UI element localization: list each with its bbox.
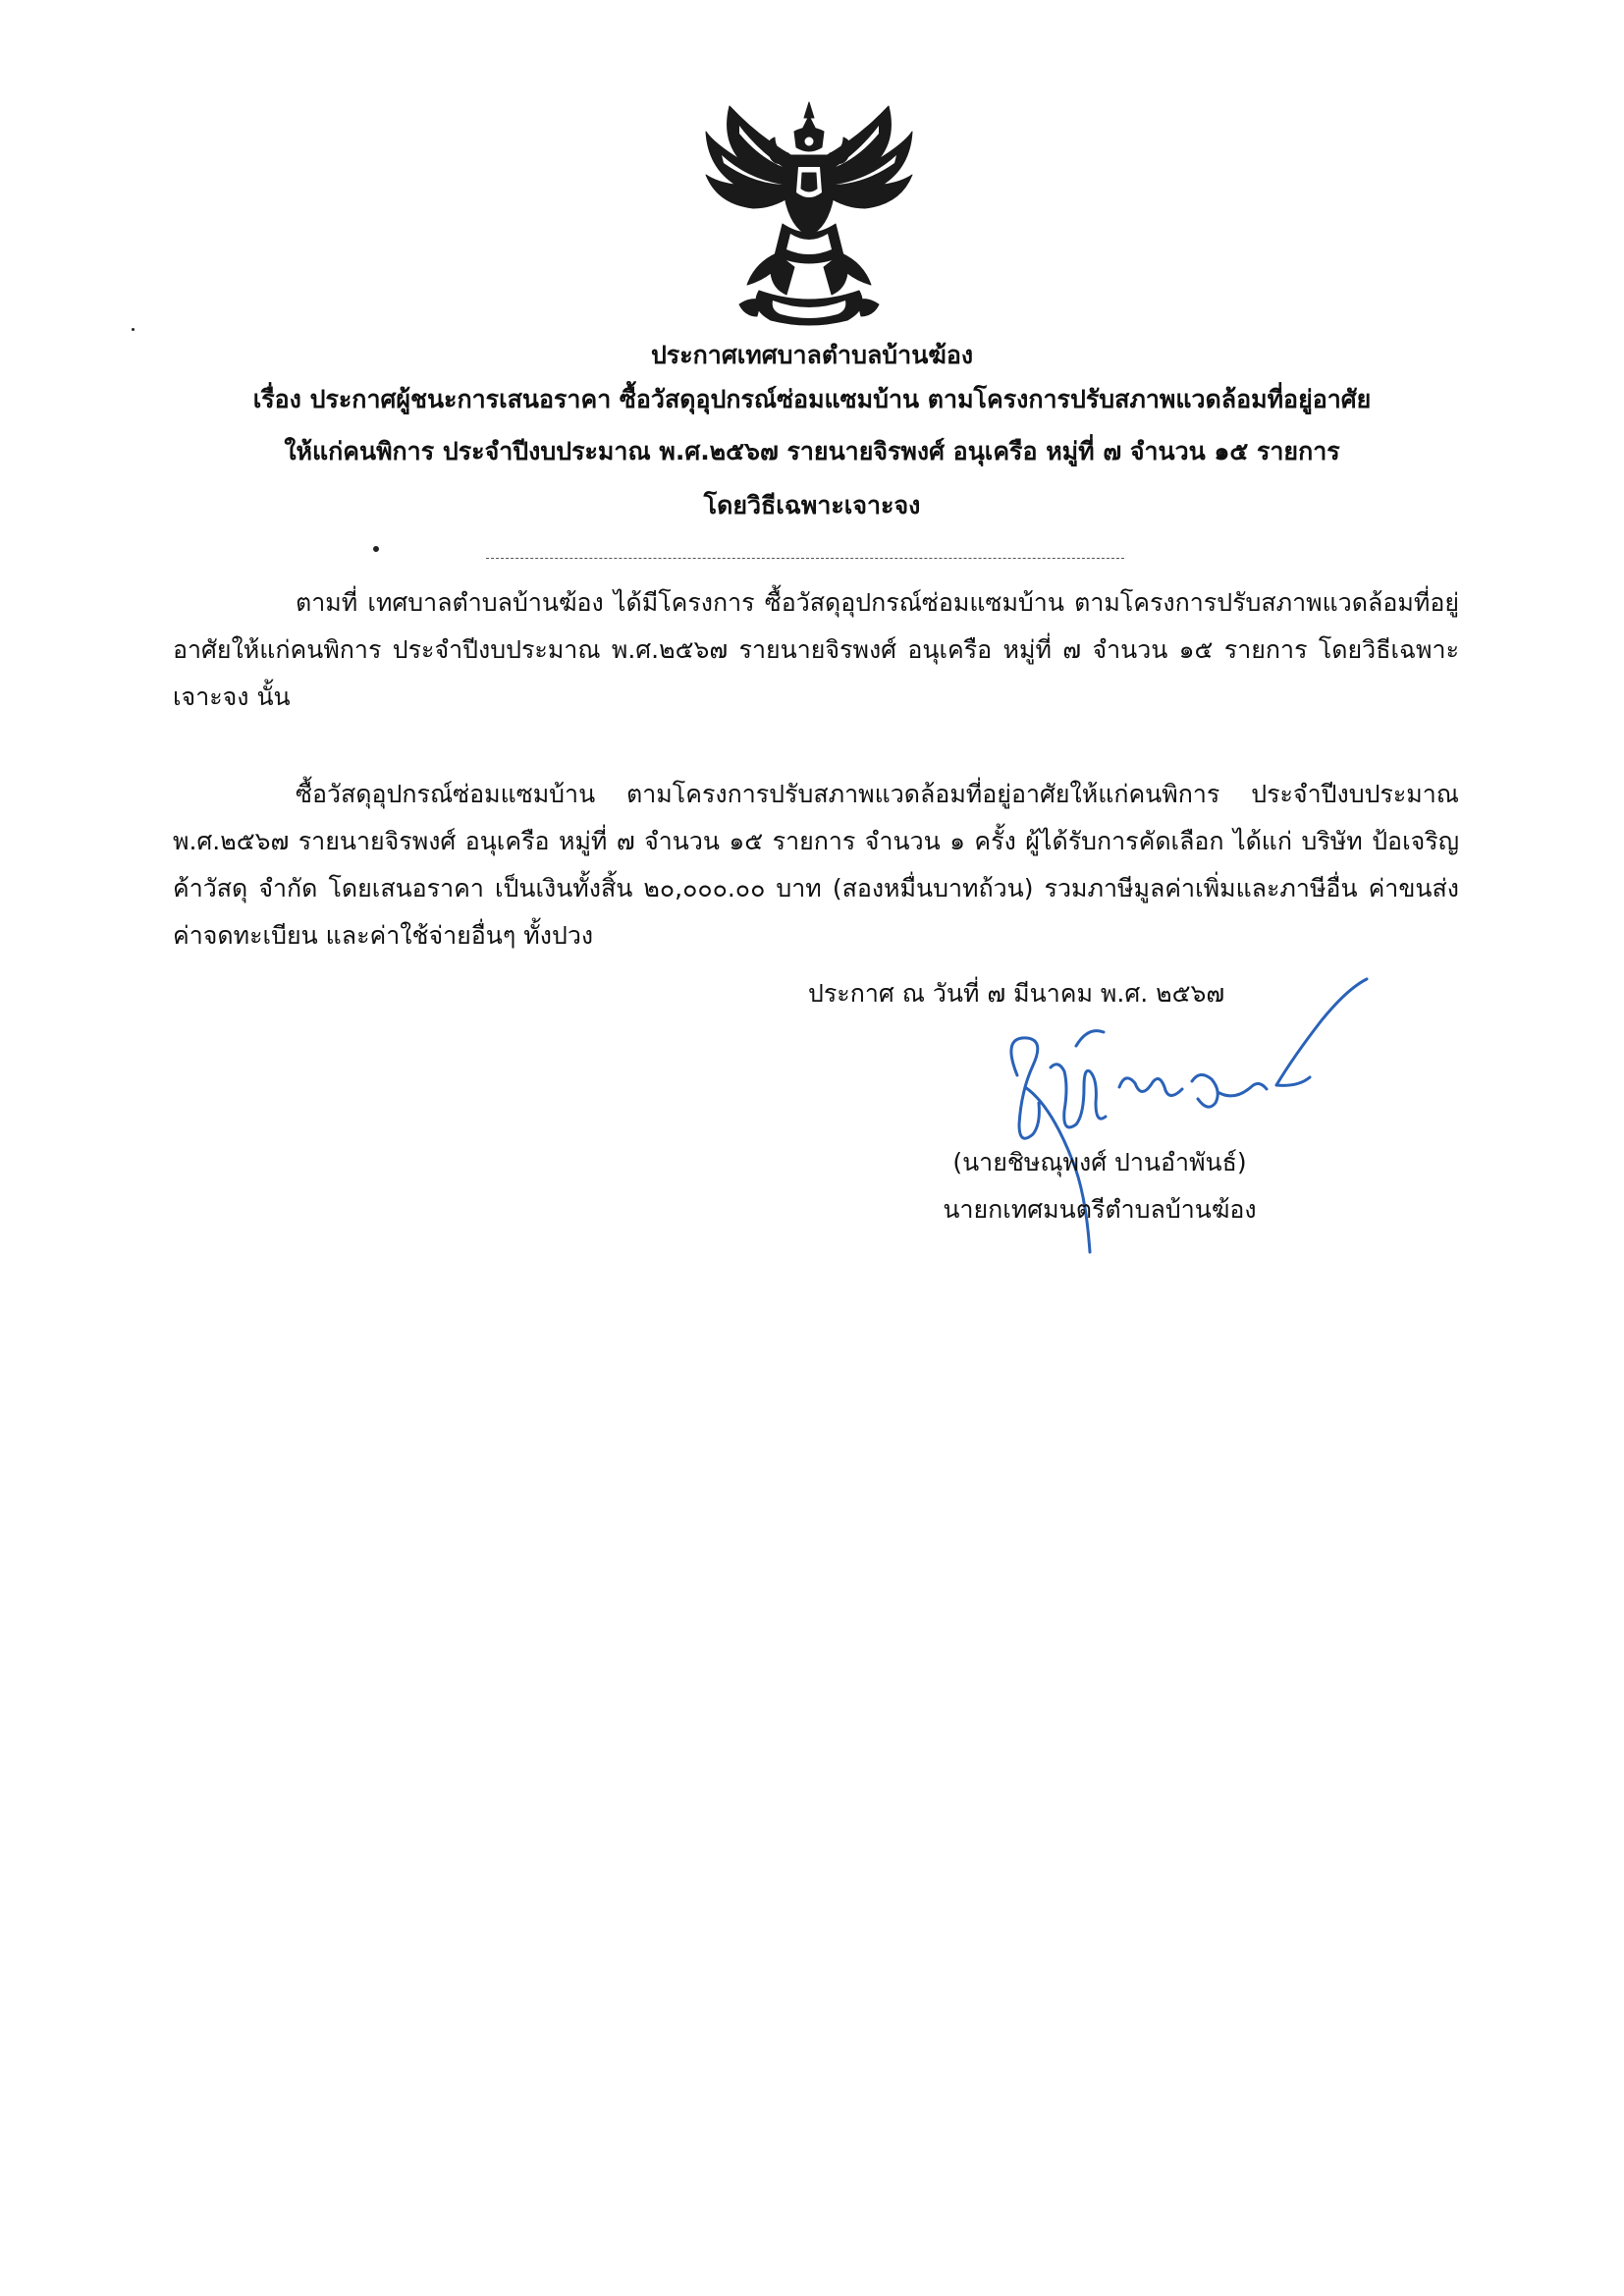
announcement-subject-line3: โดยวิธีเฉพาะเจาะจง: [703, 491, 921, 519]
announcement-date: ประกาศ ณ วันที่ ๗ มีนาคม พ.ศ. ๒๕๖๗: [808, 979, 1225, 1008]
body-paragraph-2: ซื้อวัสดุอุปกรณ์ซ่อมแซมบ้าน ตามโครงการปรับสภาพแวดล้อมที่อยู่อาศัยให้แก่คนพิการ ประจำปีงบประมาณ พ.ศ.๒๕๖๗ รายนายจิรพงศ์ อนุเครือ หมู่ที่ ๗ จำนวน ๑๕ รายการ จำนวน ๑ ครั้ง ผู้ได้รับการคัดเลือก ได้แก่ บริษัท ป้อเจริญค้าวัสดุ จำกัด โดยเสนอราคา เป็นเงินทั้งสิ้น ๒๐,๐๐๐.๐๐ บาท (สองหมื่นบาทถ้วน) รวมภาษีมูลค่าเพิ่มและภาษีอื่น ค่าขนส่ง ค่าจดทะเบียน และค่าใช้จ่ายอื่นๆ ทั้งปวง: [173, 780, 1459, 950]
signer-title: นายกเทศมนตรีตำบลบ้านฆ้อง: [943, 1195, 1257, 1224]
scan-speck: [373, 546, 379, 552]
body-paragraph-1: ตามที่ เทศบาลตำบลบ้านฆ้อง ได้มีโครงการ ซื้อวัสดุอุปกรณ์ซ่อมแซมบ้าน ตามโครงการปรับสภาพแวดล้อมที่อยู่อาศัยให้แก่คนพิการ ประจำปีงบประมาณ พ.ศ.๒๕๖๗ รายนายจิรพงศ์ อนุเครือ หมู่ที่ ๗ จำนวน ๑๕ รายการ โดยวิธีเฉพาะเจาะจง นั้น: [173, 588, 1459, 711]
announcement-subject: เรื่อง ประกาศผู้ชนะการเสนอราคา ซื้อวัสดุอุปกรณ์ซ่อมแซมบ้าน ตามโครงการปรับสภาพแวดล้อมที่อยู่อาศัย: [252, 385, 1372, 413]
announcement-subject-line2: ให้แก่คนพิการ ประจำปีงบประมาณ พ.ศ.๒๕๖๗ รายนายจิรพงศ์ อนุเครือ หมู่ที่ ๗ จำนวน ๑๕ รายการ: [284, 437, 1340, 465]
scan-speck: [132, 328, 135, 331]
handwritten-signature: [982, 977, 1414, 1282]
signer-name: (นายชิษณุพงศ์ ปานอำพันธ์): [952, 1148, 1247, 1176]
separator-line: [486, 558, 1124, 559]
announcement-title: ประกาศเทศบาลตำบลบ้านฆ้อง: [650, 341, 974, 369]
garuda-emblem-icon: [700, 98, 918, 330]
